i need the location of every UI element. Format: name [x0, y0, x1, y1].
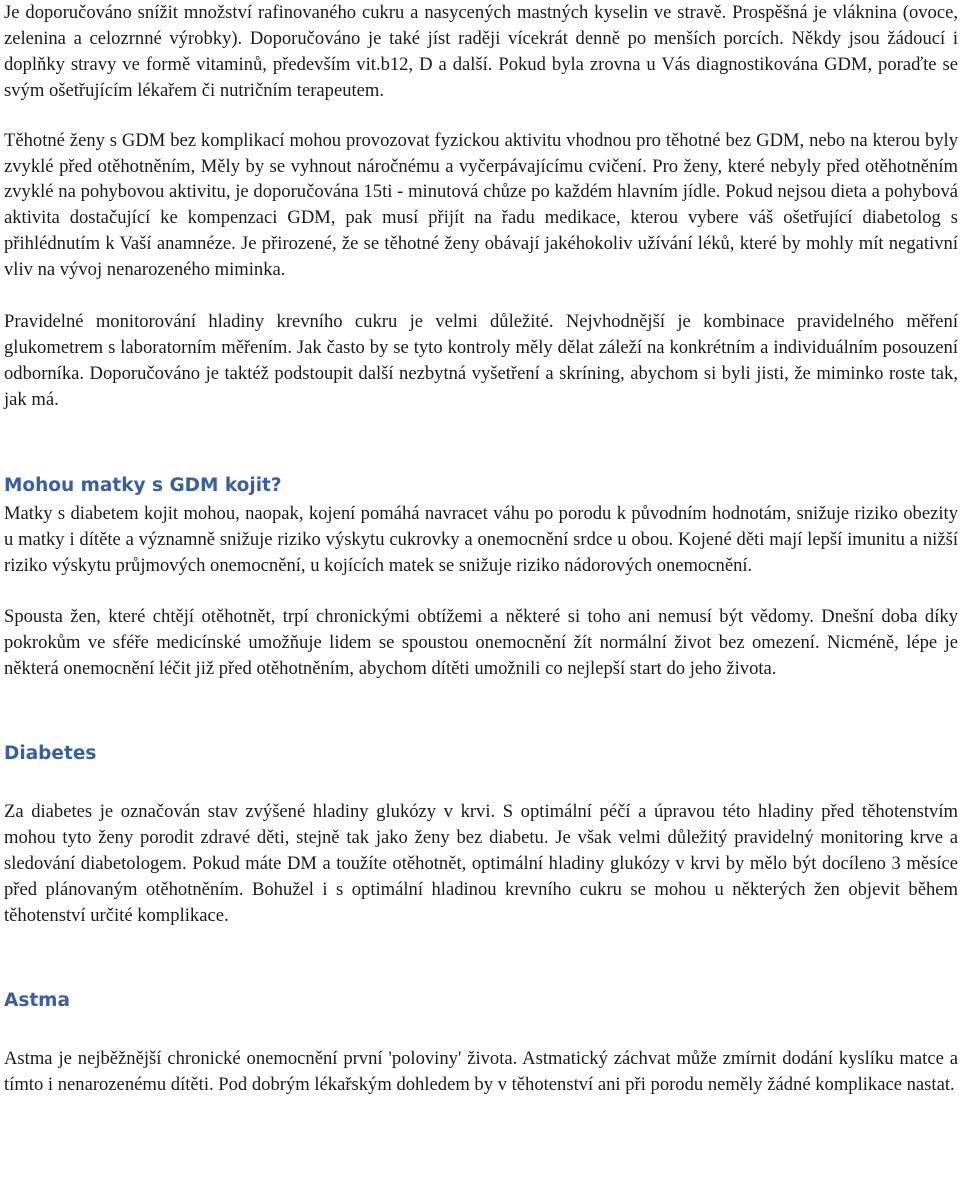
heading-asthma: Astma — [4, 989, 70, 1011]
paragraph-physical-activity: Těhotné ženy s GDM bez komplikací mohou provozovat fyzickou aktivitu vhodnou pro těhotné bez GDM, nebo na kterou byly zvyklé před otěhotněním, Měly by se vyhnout náročnému a vyčerpávajícímu cvičení. Pro ženy, které nebyly před otěhotněním zvyklé na pohybovou aktivitu, je doporučována 15ti - minutová chůze po každém hlavním jídle. Pokud nejsou dieta a pohybová aktivita dostačující ke kompenzaci GDM, pak musí přijít na řadu medikace, kterou vybere váš ošetřující diabetolog s přihlédnutím k Vaší anamnéze. Je přirozené, že se těhotné ženy obávají jakéhokoliv užívání léků, které by mohly mít negativní vliv na vývoj nenarozeného miminka. — [4, 129, 958, 281]
paragraph-breastfeeding: Matky s diabetem kojit mohou, naopak, kojení pomáhá navracet váhu po porodu k původním hodnotám, snižuje riziko obezity u matky i dítěte a významně snižuje riziko výskytu cukrovky a onemocnění srdce u obou. Kojené děti mají lepší imunitu a nižší riziko výskytu průjmových onemocnění, u kojících matek se snižuje riziko nádorových onemocnění. — [4, 502, 958, 576]
heading-breastfeeding: Mohou matky s GDM kojit? — [4, 474, 282, 496]
paragraph-diabetes: Za diabetes je označován stav zvýšené hladiny glukózy v krvi. S optimální péčí a úpravou této hladiny před těhotenstvím mohou tyto ženy porodit zdravé děti, stejně tak jako ženy bez diabetu. Je však velmi důležitý pravidelný monitoring krve a sledování diabetologem. Pokud máte DM a toužíte otěhotnět, optimální hladiny glukózy v krvi by mělo být docíleno 3 měsíce před plánovaným otěhotněním. Bohužel i s optimální hladinou krevního cukru se mohou u některých žen objevit během těhotenství určité komplikace. — [4, 801, 958, 926]
heading-diabetes: Diabetes — [4, 743, 97, 765]
paragraph-asthma: Astma je nejběžnější chronické onemocnění první 'poloviny' života. Astmatický záchvat může zmírnit dodání kyslíku matce a tímto i nenarozenému dítěti. Pod dobrým lékařským dohledem by v těhotenství ani při porodu neměly žádné komplikace nastat. — [4, 1047, 958, 1095]
document-page — [4, 0, 958, 1097]
paragraph-nutrition: Je doporučováno snížit množství rafinovaného cukru a nasycených mastných kyselin ve stravě. Prospěšná je vláknina (ovoce, zelenina a celozrnné výrobky). Doporučováno je také jíst raději vícekrát denně po menších porcích. Někdy jsou žádoucí i doplňky stravy ve formě vitaminů, především vit.b12, D a další. Pokud byla zrovna u Vás diagnostikována GDM, poraďte se svým ošetřujícím lékařem či nutričním terapeutem. — [4, 2, 958, 101]
paragraph-monitoring: Pravidelné monitorování hladiny krevního cukru je velmi důležité. Nejvhodnější je kombinace pravidelného měření glukometrem s laboratorním měřením. Jak často by se tyto kontroly měly dělat záleží na konkrétním a individuálním posouzení odborníka. Doporučováno je taktéž podstoupit další nezbytná vyšetření a skríning, abychom si byli jisti, že miminko roste tak, jak má. — [4, 311, 958, 410]
paragraph-chronic-conditions: Spousta žen, které chtějí otěhotnět, trpí chronickými obtížemi a některé si toho ani nemusí být vědomy. Dnešní doba díky pokrokům ve sféře medicínské umožňuje lidem se spoustou onemocnění žít normální život bez omezení. Nicméně, lépe je některá onemocnění léčit již před otěhotněním, abychom dítěti umožnili co nejlepší start do jeho života. — [4, 606, 958, 680]
